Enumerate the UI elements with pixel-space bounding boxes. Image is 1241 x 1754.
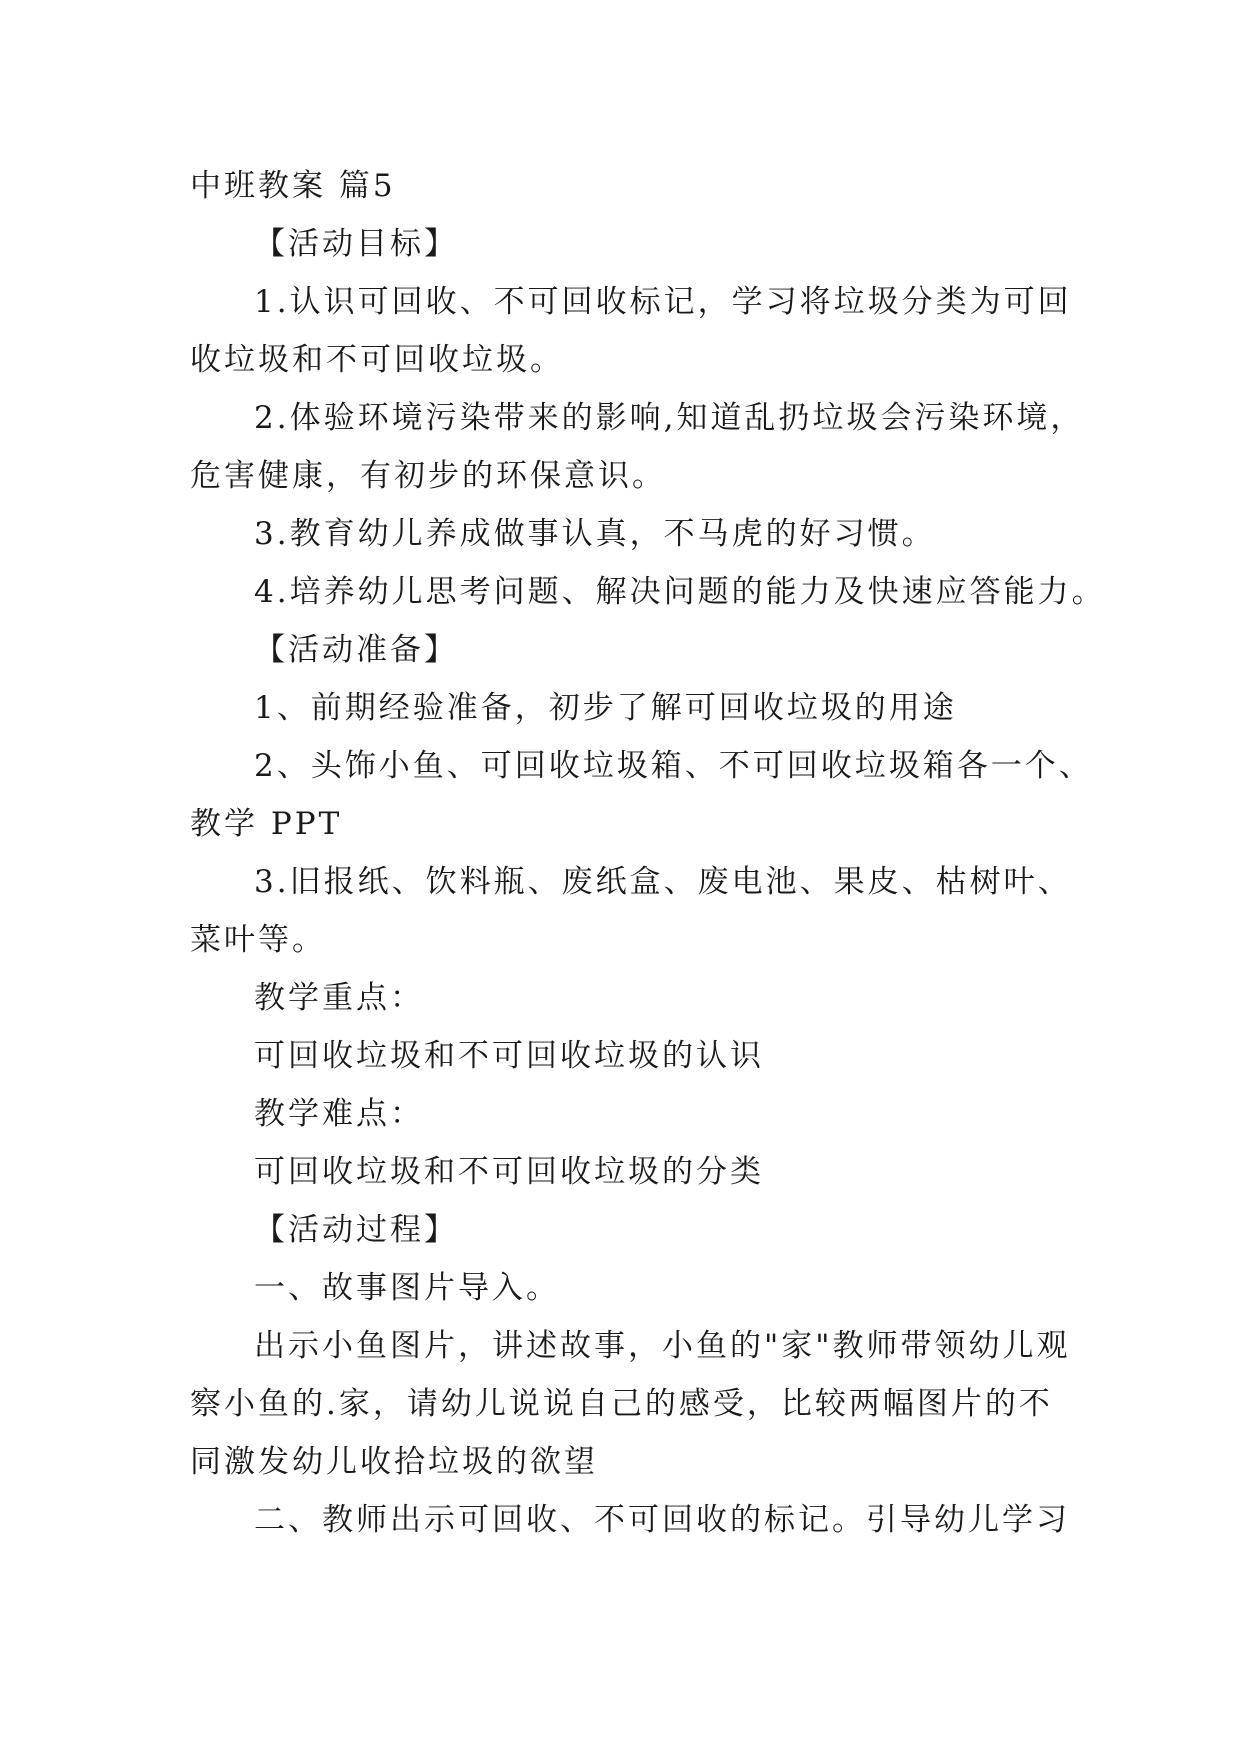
- document-title: 中班教案 篇5: [190, 168, 396, 204]
- paragraph-line: 可回收垃圾和不可回收垃圾的认识: [254, 1038, 764, 1074]
- paragraph-line: 1.认识可回收、不可回收标记，学习将垃圾分类为可回: [254, 284, 1072, 320]
- paragraph-line: 菜叶等。: [190, 922, 326, 958]
- paragraph-line: 同激发幼儿收拾垃圾的欲望: [190, 1444, 598, 1480]
- paragraph-line: 2、头饰小鱼、可回收垃圾箱、不可回收垃圾箱各一个、: [254, 748, 1093, 784]
- subheading: 教学重点：: [254, 980, 424, 1016]
- paragraph-line: 一、故事图片导入。: [254, 1270, 560, 1306]
- paragraph-line: 2.体验环境污染带来的影响,知道乱扔垃圾会污染环境，: [254, 400, 1085, 436]
- paragraph-line: 3.旧报纸、饮料瓶、废纸盒、废电池、果皮、枯树叶、: [254, 864, 1072, 900]
- paragraph-line: 4.培养幼儿思考问题、解决问题的能力及快速应答能力。: [254, 574, 1106, 610]
- paragraph-line: 1、前期经验准备，初步了解可回收垃圾的用途: [254, 690, 957, 726]
- paragraph-line: 3.教育幼儿养成做事认真，不马虎的好习惯。: [254, 516, 936, 552]
- section-heading: 【活动过程】: [254, 1212, 458, 1248]
- subheading: 教学难点：: [254, 1096, 424, 1132]
- section-heading: 【活动准备】: [254, 632, 458, 668]
- paragraph-line: 危害健康，有初步的环保意识。: [190, 458, 666, 494]
- section-heading: 【活动目标】: [254, 226, 458, 262]
- paragraph-line: 二、教师出示可回收、不可回收的标记。引导幼儿学习: [254, 1502, 1070, 1538]
- paragraph-line: 察小鱼的.家，请幼儿说说自己的感受，比较两幅图片的不: [190, 1386, 1053, 1422]
- paragraph-line: 可回收垃圾和不可回收垃圾的分类: [254, 1154, 764, 1190]
- paragraph-line: 收垃圾和不可回收垃圾。: [190, 342, 564, 378]
- paragraph-line: 出示小鱼图片，讲述故事，小鱼的"家"教师带领幼儿观: [254, 1328, 1071, 1364]
- paragraph-line: 教学 PPT: [190, 806, 343, 842]
